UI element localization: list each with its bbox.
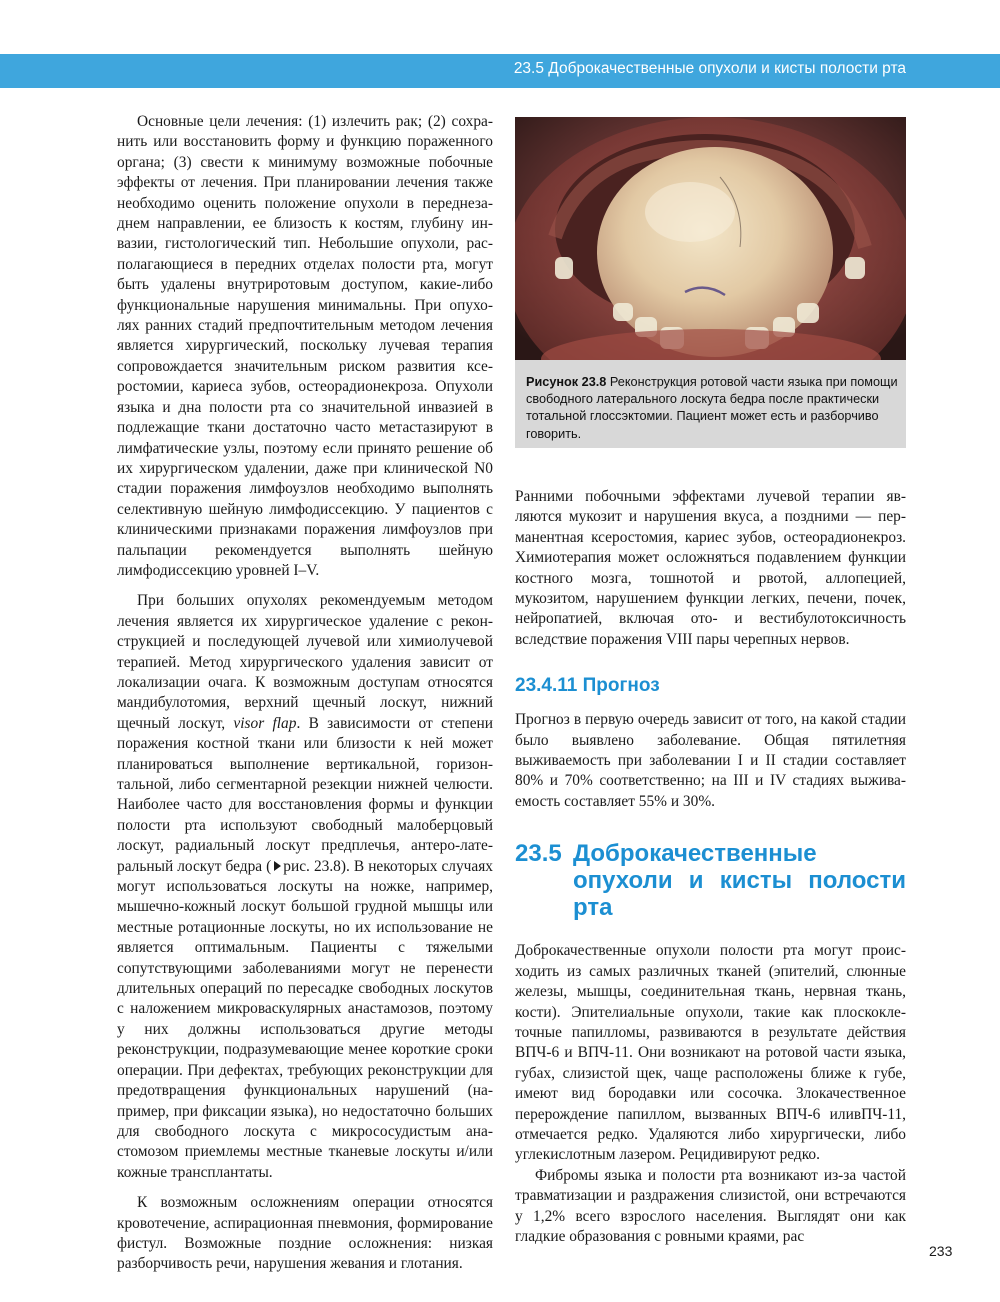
- section-title: Доброкачественные опухоли и кисты полости рта: [573, 840, 906, 922]
- paragraph-text: . В зависимости от степени поражения костной ткани или близости к ней может планироваться выполнение вертикальной, горизонтальной, либо сегментарной резекции нижней челюсти. Наиболее часто для восстановления формы и функции полости рта используют свободный малоберцовый лоскут, радиальный лоскут предплечья, антеро-латеральный лоскут бедра (: [117, 714, 494, 875]
- section-number: 23.5: [515, 840, 562, 868]
- figure-reference-link[interactable]: рис. 23.8: [283, 857, 341, 875]
- figure-23-8: [515, 117, 906, 448]
- italic-term: visor flap: [233, 714, 297, 732]
- figure-ref-arrow-icon: [274, 861, 281, 871]
- paragraph: К возможным осложнениям операции относятся кровотечение, аспирационная пневмония, формирование фистул. Возможные поздние осложнения: низкая разборчивость речи, нарушения жевания и глотания.: [117, 1194, 493, 1273]
- page-number: 233: [929, 1243, 953, 1259]
- running-header: [0, 54, 1000, 88]
- paragraph: Прогноз в первую очередь зависит от того, на какой стадии было выявлено заболевание. Общая пятилетняя выживаемость при заболевании I и II стадии составляет 80% и 70% соответственно; на III и IV стадиях выживаемость составляет 55% и 30%.: [515, 711, 906, 810]
- paragraph-text: ). В некоторых случаях могут использоваться лоскуты на ножке, например, мышечно-кожный лоскут большой грудной мышцы или местные ротационные лоскуты, но их использование не является оптимальным. Пациенты с тяжелыми сопутствующими заболеваниями могут не перенести длительных операций по пересадке свободных лоскутов с наложением микроваскулярных анастамозов, поэтому у них должны использоваться другие методы реконструкции, подразумевающие менее короткие сроки операции. При дефектах, требующих реконструкции для предотвращения функциональных нарушений (например, при фиксации языка), но недостаточно больших для свободного лоскута с микрососудистым анастомозом приемлемы местные тканевые лоскуты и/или кожные трансплантаты.: [117, 857, 493, 1181]
- section-heading-benign-tumors: [515, 840, 906, 921]
- paragraph: Основные цели лечения: (1) излечить рак; (2) сохранить или восстановить форму и функцию пораженного органа; (3) свести к минимуму возможные побочные эффекты от лечения. При планировании лечения также необходимо оценить положение опухоли в переднезаднем направлении, ее близость к костям, глубину инвазии, гистологический тип. Небольшие опухоли, располагающиеся в передних отделах полости рта, могут быть удалены внутриротовым доступом, какие-либо функциональные нарушения минимальны. При опухолях ранних стадий предпочтительным методом лечения является хирургический, поскольку лучевая терапия сопровождается значительным риском развития ксеростомии, кариеса зубов, остеорадионекроза. Опухоли языка и дна полости рта со значительной инвазией в подлежащие ткани достаточно часто метастазируют в лимфатические узлы, поэтому если принято решение об их хирургическом удалении, даже при клинической N0 стадии поражения лимфоузлов необходимо выполнять селективную шейную лимфодиссекцию. У пациентов с клиническими признаками поражения лимфоузлов при пальпации рекомендуется выполнять шейную лимфодиссекцию уровней I–V.: [117, 113, 493, 579]
- paragraph: [117, 591, 493, 1183]
- paragraph: Фибромы языка и полости рта возникают из-за частой травматизации и раздражения слизистой, они встречаются у 1,2% всего взрослого населения. Выглядят они как гладкие образования с ровными краями, рас: [515, 1166, 906, 1245]
- figure-caption: [526, 374, 898, 443]
- figure-photo: [515, 117, 906, 360]
- figure-caption-text: Реконструкция ротовой части языка при помощи свободного латерального лоскута бедра после практически тотальной глоссэктомии. Пациент может есть и разборчиво говорить.: [526, 375, 898, 441]
- paragraph-text: При больших опухолях рекомендуемым методом лечения является их хирургическое удаление с реконструкцией и последующей лучевой или химиолучевой терапией. Метод хирургического удаления зависит от локализации очага. К возможным доступам относятся мандибулотомия, верхний щечный лоскут, нижний щечный лоскут,: [117, 592, 493, 732]
- figure-label: Рисунок 23.8: [526, 375, 607, 389]
- left-column: [117, 112, 493, 1275]
- paragraph: Доброкачественные опухоли полости рта могут происходить из самых различных тканей (эпителий, слюнные железы, мышцы, соединительная ткань, нервная ткань, кости). Эпителиальные опухоли, такие как плоскоклеточные папилломы, развиваются в результате действия ВПЧ-6 и ВПЧ-11. Они возникают на ротовой части языка, губах, слизистой щек, чаще расположены ближе к губе, имеют вид бородавки или сосочка. Злокачественное перерождение папиллом, вызванных ВПЧ-6 иливПЧ-11, отмечается редко. Удаляются либо хирургически, либо углекислотным лазером. Рецидивируют редко.: [515, 942, 906, 1164]
- right-column: [515, 487, 906, 1247]
- oral-cavity-photo-icon: [515, 117, 906, 360]
- section-heading-prognosis: 23.4.11 Прогноз: [515, 675, 660, 697]
- paragraph: Ранними побочными эффектами лучевой терапии являются мукозит и нарушения вкуса, а поздними — перманентная ксеростомия, кариес зубов, остеорадионекроз. Химиотерапия может осложняться подавлением функции костного мозга, тошнотой и рвотой, аллопецией, мукозитом, нарушением функции легких, печени, почек, нейропатией, включая ото- и вестибулотоксичность вследствие поражения VIII пары черепных нервов.: [515, 488, 906, 648]
- running-title: 23.5 Доброкачественные опухоли и кисты полости рта: [513, 60, 906, 77]
